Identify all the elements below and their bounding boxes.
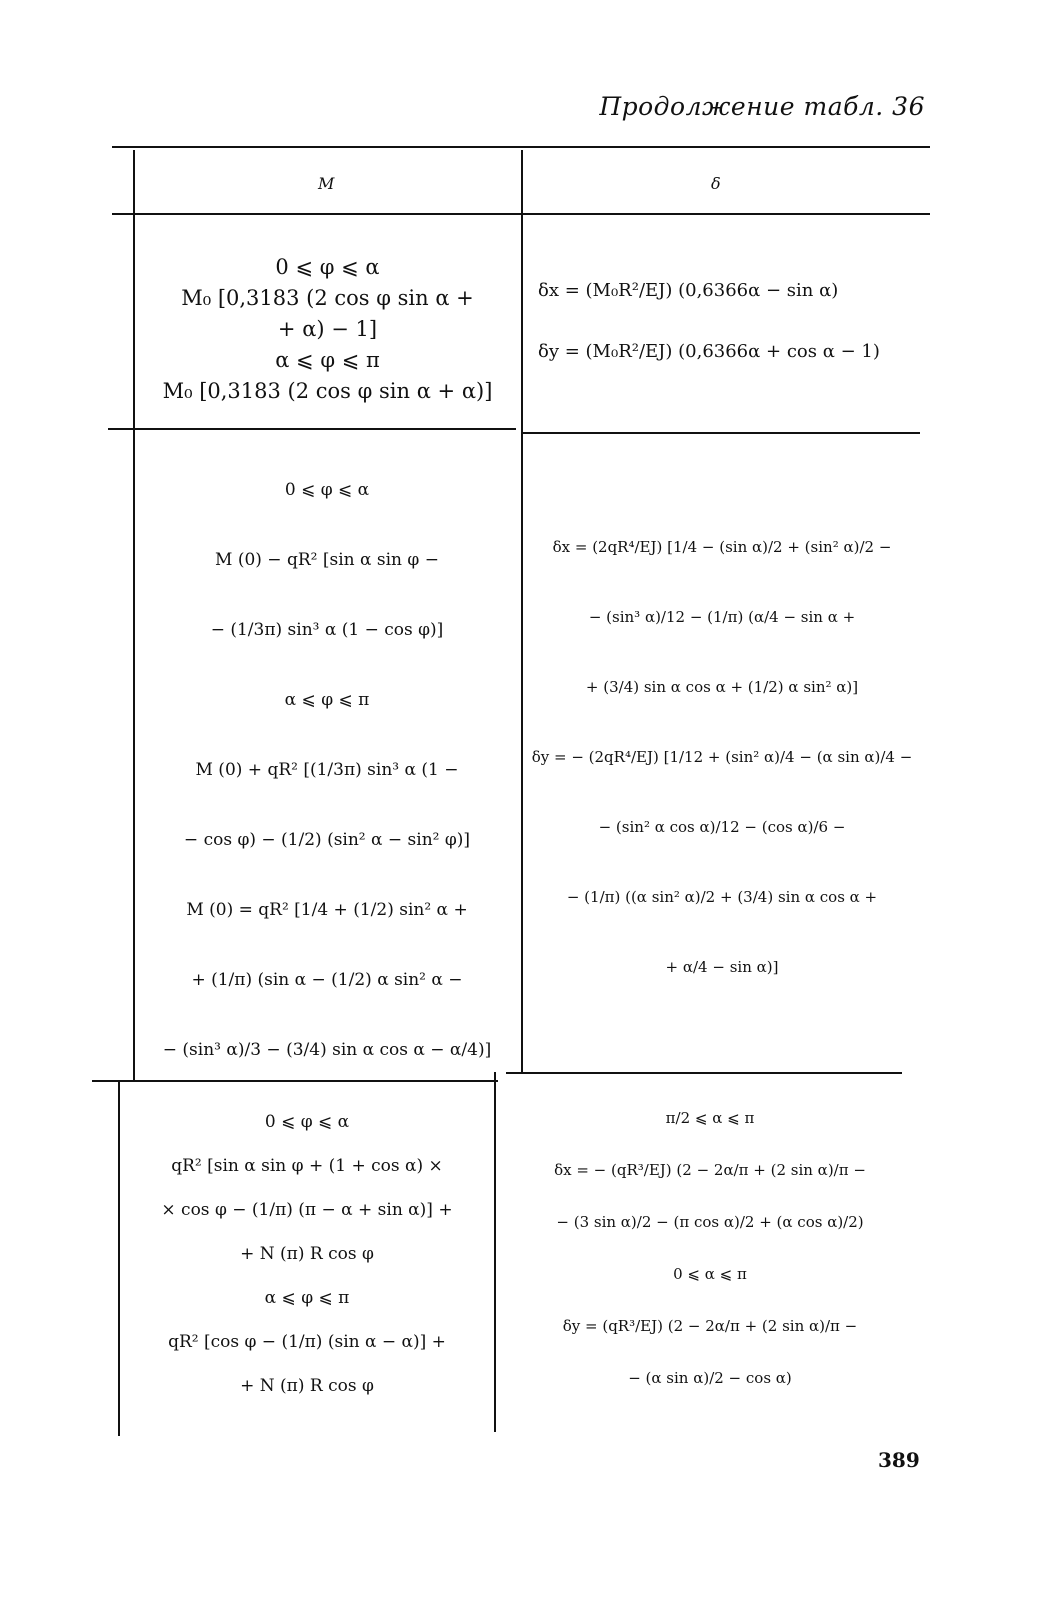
row2-delta-line-3: + (3/4) sin α cos α + (1/2) α sin² α)] (585, 678, 859, 696)
row3-delta-line-5: δy = (qR³/EJ) (2 − 2α/π + (2 sin α)/π − (562, 1317, 858, 1335)
row3-delta-line-1: π/2 ⩽ α ⩽ π (665, 1109, 755, 1127)
row2-delta-line-5: − (sin² α cos α)/12 − (cos α)/6 − (598, 818, 846, 836)
row1-rule-left (108, 428, 516, 430)
row2-m-cell (138, 455, 516, 1085)
row3-delta-line-2: δx = − (qR³/EJ) (2 − 2α/π + (2 sin α)/π − (554, 1161, 866, 1179)
row2-delta-line-2: − (sin³ α)/12 − (1/π) (α/4 − sin α + (588, 608, 856, 626)
row2-m-line-5: M (0) + qR² [(1/3π) sin³ α (1 − (195, 760, 459, 780)
row2-m-line-3: − (1/3π) sin³ α (1 − cos φ)] (210, 620, 444, 640)
row3-delta-line-4: 0 ⩽ α ⩽ π (673, 1265, 747, 1283)
row2-delta-cell (526, 512, 918, 1002)
row1-delta-cell (538, 280, 918, 363)
row2-m-line-2: M (0) − qR² [sin α sin φ − (215, 550, 439, 570)
row1-delta-y: δy = (M₀R²/EJ) (0,6366α + cos α − 1) (538, 340, 880, 362)
row3-m-line-5: α ⩽ φ ⩽ π (264, 1288, 350, 1308)
row2-m-line-9: − (sin³ α)/3 − (3/4) sin α cos α − α/4)] (162, 1040, 492, 1060)
row3-delta-line-3: − (3 sin α)/2 − (π cos α)/2 + (α cos α)/2) (556, 1213, 864, 1231)
table-left-border (133, 150, 135, 1080)
table-left-border-lower (118, 1080, 120, 1436)
table-top-rule (112, 146, 930, 148)
row1-m-line-3: + α) − 1] (277, 317, 378, 341)
row1-m-line-1: 0 ⩽ φ ⩽ α (275, 255, 380, 279)
row3-m-line-6: qR² [cos φ − (1/π) (sin α − α)] + (168, 1332, 446, 1352)
row2-rule-right (506, 1072, 902, 1074)
row2-m-line-8: + (1/π) (sin α − (1/2) α sin² α − (191, 970, 463, 990)
row1-m-cell (140, 252, 515, 407)
row1-rule-right (522, 432, 920, 434)
row3-m-line-4: + N (π) R cos φ (240, 1244, 374, 1264)
row2-delta-line-7: + α/4 − sin α)] (665, 958, 779, 976)
row3-m-line-3: × cos φ − (1/π) (π − α + sin α)] + (161, 1200, 453, 1220)
row1-delta-x: δx = (M₀R²/EJ) (0,6366α − sin α) (538, 280, 839, 301)
column-header-m: М (318, 174, 335, 193)
row3-m-line-2: qR² [sin α sin φ + (1 + cos α) × (171, 1156, 443, 1176)
row1-m-line-5: M₀ [0,3183 (2 cos φ sin α + α)] (162, 379, 493, 403)
row2-delta-line-6: − (1/π) ((α sin² α)/2 + (3/4) sin α cos α + (566, 888, 878, 906)
row3-delta-line-6: − (α sin α)/2 − cos α) (628, 1369, 792, 1387)
table-column-divider-lower (494, 1072, 496, 1432)
row2-delta-line-4: δy = − (2qR⁴/EJ) [1/12 + (sin² α)/4 − (α sin α)/4 − (531, 748, 913, 766)
row2-m-line-1: 0 ⩽ φ ⩽ α (284, 480, 370, 500)
row3-m-line-1: 0 ⩽ φ ⩽ α (264, 1112, 350, 1132)
row1-m-line-4: α ⩽ φ ⩽ π (275, 348, 380, 372)
row3-m-line-7: + N (π) R cos φ (240, 1376, 374, 1396)
table-column-divider (521, 150, 523, 1072)
column-header-delta: δ (711, 174, 721, 193)
page-number: 389 (878, 1448, 920, 1472)
row2-m-line-4: α ⩽ φ ⩽ π (284, 690, 370, 710)
row2-delta-line-1: δx = (2qR⁴/EJ) [1/4 − (sin α)/2 + (sin² α)/2 − (552, 538, 892, 556)
row2-m-line-7: M (0) = qR² [1/4 + (1/2) sin² α + (186, 900, 468, 920)
row2-m-line-6: − cos φ) − (1/2) (sin² α − sin² φ)] (183, 830, 471, 850)
row3-delta-cell (510, 1092, 910, 1404)
row3-m-cell (122, 1100, 492, 1408)
row1-m-line-2: M₀ [0,3183 (2 cos φ sin α + (181, 286, 474, 310)
running-header: Продолжение табл. 36 (599, 92, 925, 121)
